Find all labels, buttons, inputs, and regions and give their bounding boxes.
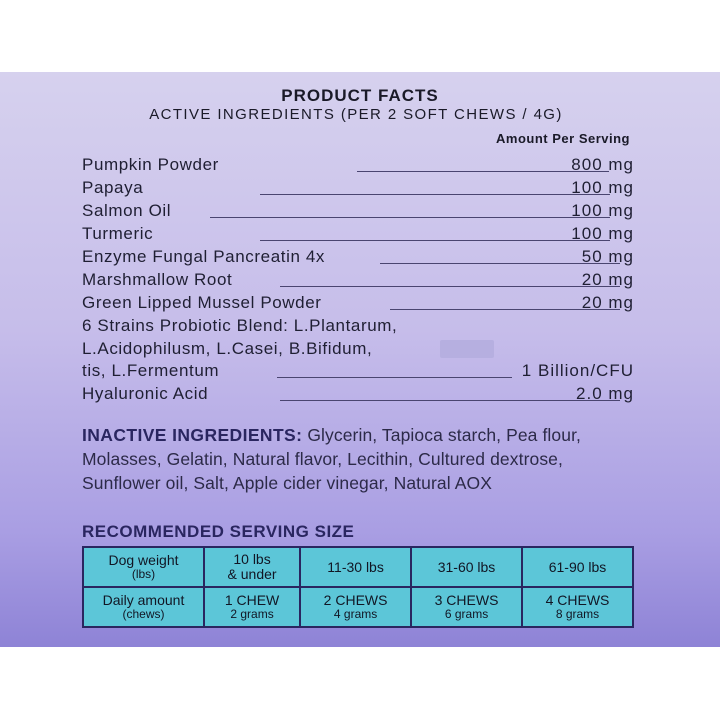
- ingredient-row: [82, 247, 634, 269]
- table-row: [83, 547, 633, 587]
- ingredient-row: [82, 201, 634, 223]
- probiotic-line-3: tis, L.Fermentum: [82, 361, 220, 380]
- table-cell: [204, 587, 300, 627]
- ingredient-name: Green Lipped Mussel Powder: [82, 293, 322, 312]
- ingredient-amount: 100 mg: [571, 201, 634, 220]
- cell-main: 1 CHEW: [224, 592, 280, 608]
- table-cell: [522, 587, 633, 627]
- ingredient-name: Hyaluronic Acid: [82, 384, 209, 403]
- ingredient-amount: 100 mg: [571, 224, 634, 243]
- ingredient-row: [82, 178, 634, 200]
- cell-label: Dog weight: [108, 552, 179, 568]
- serving-table: [82, 546, 634, 628]
- ingredient-row: [82, 155, 634, 177]
- leader-line: [277, 377, 512, 378]
- ingredient-row: [82, 293, 634, 315]
- cell-main: 4 CHEWS: [545, 592, 610, 608]
- cell-sub: (chews): [122, 607, 165, 621]
- blurred-text: [440, 340, 494, 358]
- table-cell: [300, 547, 411, 587]
- table-header-cell: [83, 587, 204, 627]
- cell-main: 10 lbs: [233, 551, 271, 567]
- table-row: [83, 587, 633, 627]
- ingredient-amount: 800 mg: [571, 155, 634, 174]
- ingredient-name: Papaya: [82, 178, 144, 197]
- inactive-ingredients: [82, 423, 622, 495]
- cell-label: Daily amount: [102, 592, 185, 608]
- cell-main: 3 CHEWS: [434, 592, 499, 608]
- page-subtitle: ACTIVE INGREDIENTS (PER 2 SOFT CHEWS / 4G): [149, 106, 563, 123]
- ingredient-amount: 20 mg: [581, 293, 634, 312]
- table-cell: [204, 547, 300, 587]
- page-title: PRODUCT FACTS: [281, 86, 439, 105]
- ingredient-amount: 20 mg: [581, 270, 634, 289]
- ingredient-name: Turmeric: [82, 224, 154, 243]
- cell-sub: & under: [227, 566, 277, 582]
- leader-line: [280, 286, 620, 287]
- cell-sub: (lbs): [131, 567, 156, 581]
- ingredient-amount: 100 mg: [571, 178, 634, 197]
- ingredient-name: Pumpkin Powder: [82, 155, 219, 174]
- cell-main: 11-30 lbs: [327, 558, 384, 575]
- ingredient-amount: 2.0 mg: [576, 384, 634, 403]
- serving-size-title: RECOMMENDED SERVING SIZE: [82, 522, 355, 541]
- probiotic-line-1: 6 Strains Probiotic Blend: L.Plantarum,: [82, 316, 398, 335]
- table-cell: [411, 547, 522, 587]
- amount-per-serving-label: Amount Per Serving: [496, 131, 630, 146]
- probiotic-line-2: L.Acidophilusm, L.Casei, B.Bifidum,: [82, 339, 373, 358]
- leader-line: [210, 217, 610, 218]
- cell-sub: 4 grams: [333, 607, 378, 621]
- ingredient-row: [82, 361, 634, 383]
- ingredient-row: [82, 224, 634, 246]
- ingredient-amount: 1 Billion/CFU: [521, 361, 634, 380]
- table-cell: [522, 547, 633, 587]
- inactive-text: Glycerin, Tapioca starch, Pea flour, Molasses, Gelatin, Natural flavor, Lecithin, Cultured dextrose, Sunflower oil, Salt, Apple cider vinegar, Natural AOX: [82, 425, 582, 493]
- cell-main: 2 CHEWS: [323, 592, 388, 608]
- ingredient-name: Enzyme Fungal Pancreatin 4x: [82, 247, 325, 266]
- leader-line: [280, 400, 620, 401]
- cell-sub: 8 grams: [555, 607, 600, 621]
- cell-main: 61-90 lbs: [548, 558, 607, 575]
- table-cell: [411, 587, 522, 627]
- leader-line: [260, 240, 610, 241]
- ingredient-name: Salmon Oil: [82, 201, 172, 220]
- cell-sub: 2 grams: [230, 607, 274, 621]
- cell-sub: 6 grams: [444, 607, 489, 621]
- ingredient-row: [82, 384, 634, 406]
- inactive-label: INACTIVE INGREDIENTS:: [82, 425, 303, 445]
- ingredient-amount: 50 mg: [581, 247, 634, 266]
- ingredient-name: Marshmallow Root: [82, 270, 233, 289]
- cell-main: 31-60 lbs: [437, 558, 496, 575]
- leader-line: [260, 194, 610, 195]
- ingredient-row: [82, 270, 634, 292]
- table-header-cell: [83, 547, 204, 587]
- table-cell: [300, 587, 411, 627]
